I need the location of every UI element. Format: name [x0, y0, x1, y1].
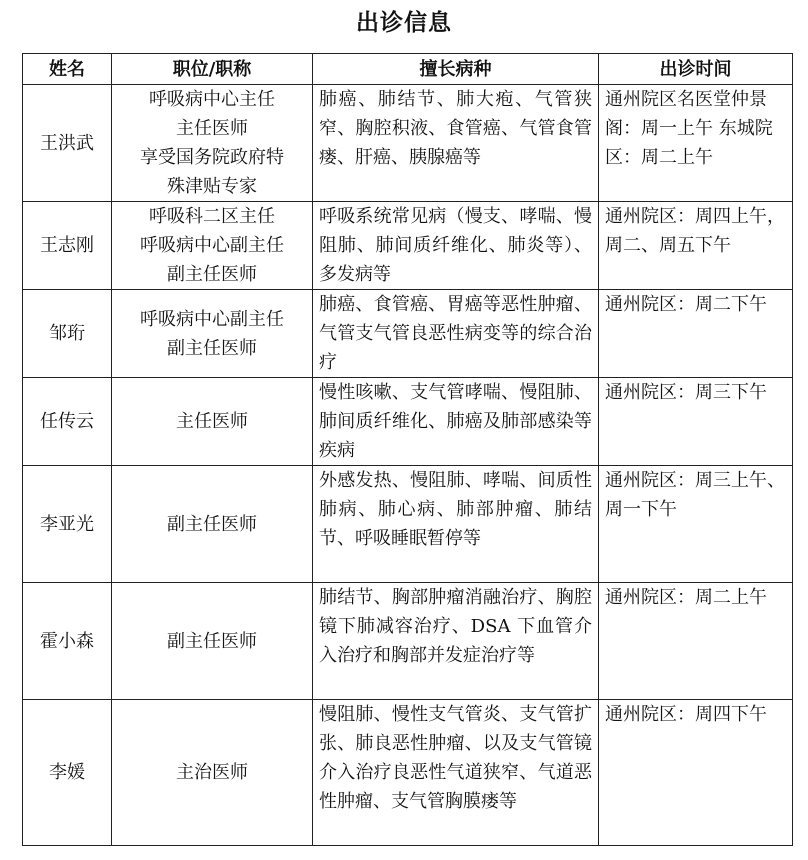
- table-row: [23, 85, 793, 202]
- doctor-title: [112, 700, 313, 846]
- clinic-schedule-table: [22, 53, 793, 846]
- doctor-name: 王洪武: [23, 85, 112, 202]
- doctor-title: [112, 85, 313, 202]
- doctor-name: 李亚光: [23, 466, 112, 583]
- doctor-specialty: 呼吸系统常见病（慢支、哮喘、慢阻肺、肺间质纤维化、肺炎等）、多发病等: [313, 202, 599, 290]
- table-row: [23, 583, 793, 700]
- title-line: 主治医师: [176, 762, 248, 783]
- clinic-time: 通州院区：周四下午: [599, 700, 793, 846]
- clinic-time: 通州院区：周三上午、周一下午: [599, 466, 793, 583]
- clinic-time: 通州院区：周三下午: [599, 378, 793, 466]
- title-line: 副主任医师: [167, 337, 257, 359]
- table-header-row: [23, 54, 793, 85]
- header-name: 姓名: [23, 54, 112, 85]
- table-row: [23, 290, 793, 378]
- clinic-time: 通州院区名医堂仲景阁：周一上午 东城院区：周二上午: [599, 85, 793, 202]
- table-row: [23, 202, 793, 290]
- title-line: 殊津贴专家: [167, 176, 257, 197]
- doctor-specialty: 慢性咳嗽、支气管哮喘、慢阻肺、肺间质纤维化、肺癌及肺部感染等疾病: [313, 378, 599, 466]
- doctor-specialty: 慢阻肺、慢性支气管炎、支气管扩张、肺良恶性肿瘤、以及支气管镜介入治疗良恶性气道狭窄、气道恶性肿瘤、支气管胸膜瘘等: [313, 700, 599, 846]
- title-line: 副主任医师: [167, 264, 257, 285]
- doctor-title: [112, 378, 313, 466]
- doctor-name: 李媛: [23, 700, 112, 846]
- title-line: 呼吸科二区主任: [149, 206, 275, 227]
- doctor-specialty: 肺癌、食管癌、胃癌等恶性肿瘤、气管支气管良恶性病变等的综合治疗: [313, 290, 599, 378]
- title-line: 呼吸病中心副主任: [140, 235, 284, 256]
- page-title: 出诊信息: [356, 10, 452, 36]
- title-line: 副主任医师: [167, 630, 257, 652]
- doctor-specialty: 外感发热、慢阻肺、哮喘、间质性肺病、肺心病、肺部肿瘤、肺结节、呼吸睡眠暂停等: [313, 466, 599, 583]
- doctor-title: [112, 290, 313, 378]
- doctor-name: 王志刚: [23, 202, 112, 290]
- title-line: 享受国务院政府特: [140, 147, 284, 168]
- header-title: 职位/职称: [112, 54, 313, 85]
- header-schedule: 出诊时间: [599, 54, 793, 85]
- doctor-name: 霍小森: [23, 583, 112, 700]
- title-line: 主任医师: [176, 118, 248, 139]
- title-line: 主任医师: [176, 411, 248, 432]
- title-line: 呼吸病中心主任: [149, 89, 275, 110]
- header-specialty: 擅长病种: [313, 54, 599, 85]
- doctor-title: [112, 583, 313, 700]
- doctor-name: 邹珩: [23, 290, 112, 378]
- doctor-specialty: 肺癌、肺结节、肺大疱、气管狭窄、胸腔积液、食管癌、气管食管瘘、肝癌、胰腺癌等: [313, 85, 599, 202]
- table-row: [23, 700, 793, 846]
- title-line: 呼吸病中心副主任: [140, 308, 284, 330]
- table-row: [23, 466, 793, 583]
- clinic-time: 通州院区：周二上午: [599, 583, 793, 700]
- table-row: [23, 378, 793, 466]
- doctor-name: 任传云: [23, 378, 112, 466]
- clinic-time: 通州院区：周四上午，周二、周五下午: [599, 202, 793, 290]
- doctor-specialty: 肺结节、胸部肿瘤消融治疗、胸腔镜下肺减容治疗、DSA 下血管介入治疗和胸部并发症治疗等: [313, 583, 599, 700]
- doctor-title: [112, 466, 313, 583]
- title-line: 副主任医师: [167, 513, 257, 535]
- doctor-title: [112, 202, 313, 290]
- clinic-time: 通州院区：周二下午: [599, 290, 793, 378]
